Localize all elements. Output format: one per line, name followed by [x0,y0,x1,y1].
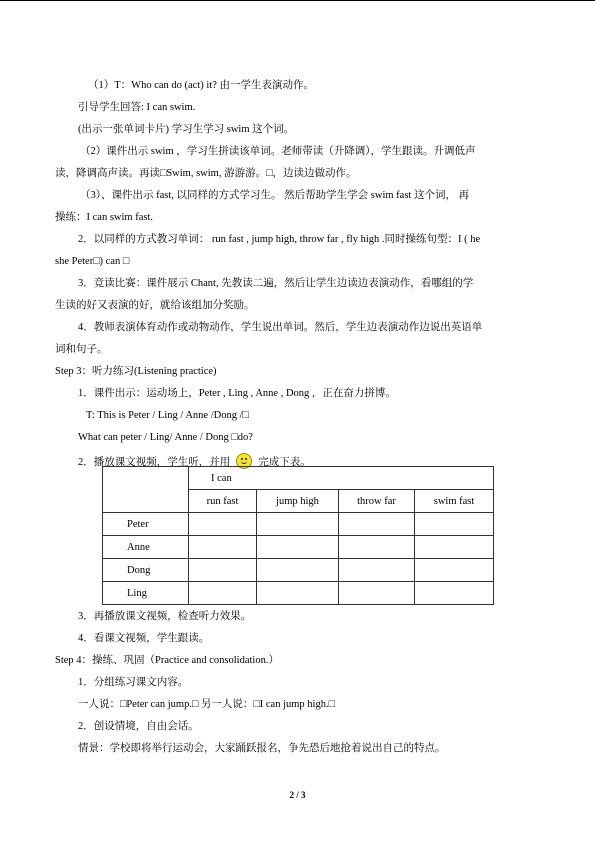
table-row-header: Peter [103,513,189,536]
text-line: 生读的好又表演的好，就给该组加分奖励。 [55,300,255,311]
table-row [103,536,494,559]
text-line: What can peter / Ling/ Anne / Dong □do? [78,432,253,443]
table-cell [257,582,339,605]
table-cell [189,582,257,605]
table-cell [189,513,257,536]
text-line: 3．竞读比赛：课件展示 Chant, 先教读二遍，然后让学生边读边表演动作，看哪组的学 [78,278,474,289]
text-line: 2．以同样的方式教习单词： run fast , jump high, throw far , fly high .同时操练句型：I ( he [78,234,481,245]
table-row-header: Anne [103,536,189,559]
text-line: 操练：I can swim fast. [55,212,153,223]
table-cell [257,536,339,559]
table-cell [415,582,494,605]
text-line-after: 完成下表。 [258,457,311,468]
table-cell [339,513,415,536]
text-line: （3）、课件出示 fast, 以同样的方式学习生。 然后帮助学生学会 swim fast 这个词， 再 [80,190,470,201]
table-cell [339,582,415,605]
section-heading: Step 4：操练、巩固（Practice and consolidation.） [55,655,279,666]
table-row [103,582,494,605]
table-row [103,559,494,582]
table-cell [415,559,494,582]
table-group-header: I can [189,467,494,490]
text-line-before: 2．播放课文视频，学生听，并用 [78,457,231,468]
text-line: 1．分组练习课文内容。 [78,677,189,688]
table-cell [189,536,257,559]
table-row-header: Ling [103,582,189,605]
text-line: （2）课件出示 swim ，学习生拼读该单词。老师带读（升降调），学生跟读。升调低声 [80,146,476,157]
text-line: 读，降调高声读。再读□Swim, swim, 游游游。□，边读边做动作。 [55,168,357,179]
table-column-header: run fast [189,490,257,513]
text-line: T: This is Peter / Ling / Anne /Dong /□ [86,410,249,421]
table-cell [189,559,257,582]
table-header-row [103,467,494,490]
text-line: 3．再播放课文视频，检查听力效果。 [78,611,252,622]
text-line: 1．课件出示：运动场上，Peter , Ling , Anne , Dong ，正在奋力拼博。 [78,388,396,399]
text-line: 情景：学校即将举行运动会，大家踊跃报名，争先恐后地抢着说出自己的特点。 [78,743,446,754]
text-line: 引导学生回答: I can swim. [78,102,196,113]
table-row [103,513,494,536]
table-cell [257,513,339,536]
text-line: (出示一张单词卡片) 学习生学习 swim 这个词。 [78,124,295,135]
text-line: （1）T：Who can do (act) it? 由一学生表演动作。 [88,80,314,91]
table-cell [415,513,494,536]
table-cell [339,536,415,559]
listening-table [102,466,494,605]
text-line: 一人说：□Peter can jump.□ 另一人说：□I can jump high.□ [78,699,335,710]
text-line: 4．看课文视频，学生跟读。 [78,633,210,644]
table-corner-cell [103,467,189,513]
top-rule [0,0,595,1]
section-heading: Step 3：听力练习(Listening practice) [55,366,217,377]
table-cell [415,536,494,559]
table-row-header: Dong [103,559,189,582]
table-column-header: throw far [339,490,415,513]
text-line: 4．教师表演体育动作或动物动作，学生说出单词。然后，学生边表演动作边说出英语单 [78,322,483,333]
table-column-header: jump high [257,490,339,513]
text-line: 词和句子。 [55,344,108,355]
text-line: 2．创设情境，自由会话。 [78,721,199,732]
page-number: 2 / 3 [289,790,306,800]
table-cell [339,559,415,582]
text-line: she Peter□) can □ [55,256,130,267]
table-cell [257,559,339,582]
table-column-header: swim fast [415,490,494,513]
